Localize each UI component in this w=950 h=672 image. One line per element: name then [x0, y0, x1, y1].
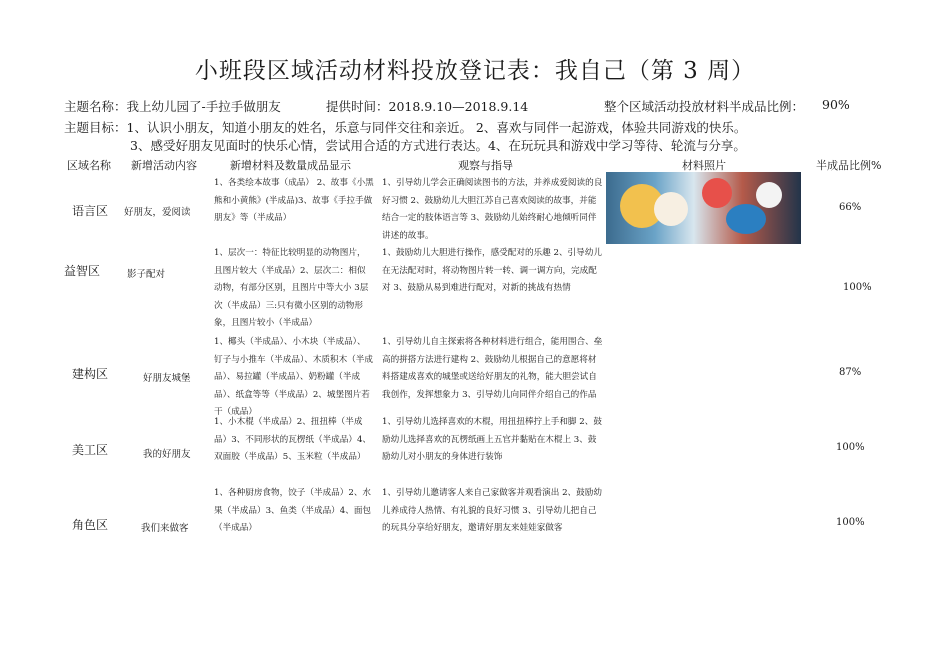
region-name: 语言区	[72, 204, 109, 218]
semi-ratio-value: 90%	[822, 97, 850, 112]
guidance-cell: 1、引导幼儿选择喜欢的木棍，用扭扭棒拧上手和脚 2、鼓励幼儿选择喜欢的瓦楞纸画上五官并黏贴在木棍上 3、鼓励幼儿对小朋友的身体进行装饰	[382, 417, 602, 462]
semi-ratio-cell: 100%	[843, 282, 872, 293]
header-ratio: 半成品比例%	[816, 159, 882, 172]
header-guidance: 观察与指导	[458, 159, 513, 172]
theme-goal-line-2: 3、感受好朋友见面时的快乐心情，尝试用合适的方式进行表达。4、在玩玩具和游戏中学习等待、轮流与分享。	[130, 138, 746, 153]
materials-cell: 1、各类绘本故事（成品） 2、故事《小黑熊和小黄熊》(半成品)3、故事《手拉手做朋友》等（半成品）	[214, 178, 374, 223]
materials-cell: 1、椰头（半成品）、小木块（半成品）、钉子与小推车（半成品）、木质积木（半成品）、易拉罐（半成品）、奶粉罐（半成品）、纸盒等等（半成品）2、城堡图片若干（成品）	[214, 337, 373, 417]
semi-ratio-cell: 66%	[839, 202, 862, 213]
header-photo: 材料照片	[682, 159, 726, 172]
activity-content: 好朋友，爱阅读	[124, 207, 191, 218]
page-title: 小班段区域活动材料投放登记表：我自己（第 3 周）	[194, 58, 756, 84]
region-name: 益智区	[64, 264, 101, 278]
semi-ratio-cell: 87%	[839, 367, 862, 378]
activity-content: 我的好朋友	[143, 449, 191, 460]
activity-content: 影子配对	[127, 269, 166, 280]
provide-time: 提供时间：2018.9.10—2018.9.14	[326, 99, 529, 114]
header-region: 区域名称	[67, 159, 111, 172]
theme-goal-line-1: 主题目标：1、认识小朋友，知道小朋友的姓名，乐意与同伴交往和亲近。 2、喜欢与同伴一起游戏，体验共同游戏的快乐。	[64, 120, 747, 135]
materials-cell: 1、层次一：特征比较明显的动物图片，且图片较大（半成品）2、层次二：相似动物，有部分区别，且图片中等大小 3层次（半成品）三:只有微小区别的动物形象，且图片较小（半成品）	[214, 248, 369, 328]
semi-ratio-cell: 100%	[836, 442, 865, 453]
theme-name: 主题名称：我上幼儿园了-手拉手做朋友	[64, 99, 281, 114]
guidance-cell: 1、鼓励幼儿大胆进行操作，感受配对的乐趣 2、引导幼儿在无法配对时，将动物图片转一转、调一调方向，完成配对 3、鼓励从易到难进行配对，对新的挑战有热情	[382, 248, 602, 293]
region-name: 美工区	[72, 443, 109, 457]
guidance-cell: 1、引导幼儿学会正确阅读图书的方法，并养成爱阅读的良好习惯 2、鼓励幼儿大胆江苏自己喜欢阅读的故事，并能结合一定的肢体语言等 3、鼓励幼儿始终耐心地倾听同伴讲述的故事。	[382, 178, 603, 241]
picture-book-photo	[606, 172, 801, 244]
materials-cell: 1、小木棍（半成品）2、扭扭棒（半成品）3、不同形状的瓦楞纸（半成品）4、双面胶（半成品）5、玉米粒（半成品）	[214, 417, 372, 462]
region-name: 角色区	[72, 518, 109, 532]
header-materials: 新增材料及数量成品显示	[230, 159, 351, 172]
guidance-cell: 1、引导幼儿自主探索将各种材料进行组合，能用围合、垒高的拼搭方法进行建构 2、鼓励幼儿根据自己的意愿将材料搭建成喜欢的城堡或送给好朋友的礼物，能大胆尝试自我创作，发挥想象力 3、引导幼儿向同伴介绍自己的作品	[382, 337, 603, 400]
semi-ratio-label: 整个区域活动投放材料半成品比例：	[604, 99, 805, 114]
guidance-cell: 1、引导幼儿邀请客人来自己家做客并观看演出 2、鼓励幼儿养成待人热情、有礼貌的良好习惯 3、引导幼儿把自己的玩具分享给好朋友，邀请好朋友来娃娃家做客	[382, 488, 602, 533]
region-name: 建构区	[72, 367, 109, 381]
activity-content: 好朋友城堡	[143, 373, 191, 384]
semi-ratio-cell: 100%	[836, 517, 865, 528]
activity-content: 我们来做客	[141, 523, 189, 534]
materials-cell: 1、各种厨房食物，饺子（半成品）2、水果（半成品）3、鱼类（半成品）4、面包（半成品）	[214, 488, 372, 533]
header-activity: 新增活动内容	[131, 159, 197, 172]
